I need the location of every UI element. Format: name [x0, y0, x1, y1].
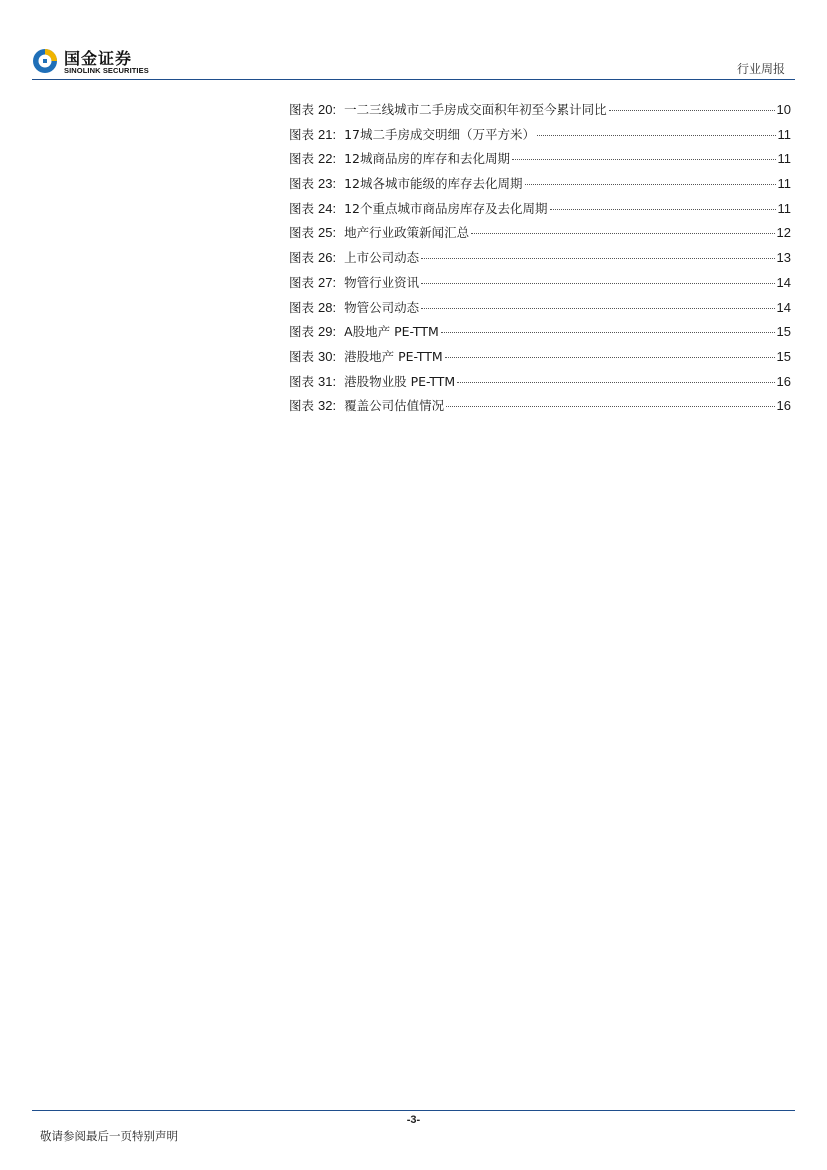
toc-entry-number: 25: — [318, 225, 337, 241]
toc-entry-label: 图表 — [289, 373, 315, 389]
toc-entry-number: 21: — [318, 126, 337, 142]
toc-entry-page: 11 — [777, 176, 791, 192]
toc-entry-label: 图表 — [289, 299, 315, 315]
toc-entry[interactable] — [289, 396, 791, 421]
header-rule — [32, 79, 795, 80]
toc-entry-number: 29: — [318, 324, 337, 340]
toc-leader-dots — [421, 308, 774, 309]
toc-leader-dots — [512, 159, 775, 160]
toc-entry-label: 图表 — [289, 176, 315, 192]
toc-leader-dots — [421, 258, 774, 259]
toc-entry[interactable] — [289, 347, 791, 372]
figure-list — [289, 100, 791, 421]
toc-entry-page: 10 — [776, 102, 791, 117]
toc-entry-number: 28: — [318, 299, 337, 315]
toc-leader-dots — [441, 332, 775, 333]
toc-entry[interactable] — [289, 125, 791, 150]
toc-leader-dots — [421, 283, 774, 284]
toc-entry-title: 17城二手房成交明细（万平方米） — [344, 126, 536, 142]
toc-entry-page: 13 — [776, 250, 791, 266]
toc-entry-title: 覆盖公司估值情况 — [344, 398, 445, 414]
toc-entry[interactable] — [289, 372, 791, 397]
toc-entry[interactable] — [289, 174, 791, 199]
toc-entry-number: 26: — [318, 250, 337, 266]
company-logo — [32, 46, 162, 78]
toc-entry-number: 20: — [318, 102, 337, 117]
logo-chinese-text: 国金证券 — [64, 49, 133, 68]
toc-entry-title: 12城商品房的库存和去化周期 — [344, 151, 511, 167]
toc-leader-dots — [550, 209, 776, 210]
toc-entry-title: A股地产 PE-TTM — [344, 324, 439, 340]
toc-entry-number: 32: — [318, 398, 337, 414]
toc-entry-page: 14 — [776, 299, 791, 315]
toc-entry-title: 物管行业资讯 — [344, 274, 420, 290]
toc-entry[interactable] — [289, 100, 791, 125]
toc-entry-title: 12个重点城市商品房库存及去化周期 — [344, 200, 548, 216]
toc-entry[interactable] — [289, 149, 791, 174]
toc-entry-page: 16 — [776, 398, 791, 414]
toc-entry[interactable] — [289, 199, 791, 224]
toc-entry-page: 12 — [776, 225, 791, 241]
toc-entry-title: 港股物业股 PE-TTM — [344, 373, 456, 389]
toc-entry-label: 图表 — [289, 225, 315, 241]
toc-entry-label: 图表 — [289, 102, 315, 117]
toc-entry-title: 地产行业政策新闻汇总 — [344, 225, 470, 241]
toc-entry[interactable] — [289, 223, 791, 248]
toc-leader-dots — [525, 184, 776, 185]
toc-entry-label: 图表 — [289, 274, 315, 290]
toc-entry-title: 一二三线城市二手房成交面积年初至今累计同比 — [344, 102, 607, 117]
toc-entry[interactable] — [289, 248, 791, 273]
toc-entry-title: 港股地产 PE-TTM — [344, 348, 443, 364]
toc-entry-page: 15 — [776, 324, 791, 340]
toc-leader-dots — [609, 110, 775, 111]
toc-entry[interactable] — [289, 298, 791, 323]
toc-entry-page: 11 — [777, 200, 791, 216]
toc-entry-number: 27: — [318, 274, 337, 290]
toc-entry[interactable] — [289, 322, 791, 347]
logo-english-text: SINOLINK SECURITIES — [64, 66, 149, 75]
toc-entry-title: 上市公司动态 — [344, 250, 420, 266]
toc-entry-label: 图表 — [289, 250, 315, 266]
logo-mark-icon — [32, 48, 58, 74]
toc-entry-page: 14 — [776, 274, 791, 290]
toc-entry-label: 图表 — [289, 348, 315, 364]
toc-entry-number: 31: — [318, 373, 337, 389]
toc-entry-label: 图表 — [289, 126, 315, 142]
toc-entry-number: 24: — [318, 200, 337, 216]
toc-entry-page: 16 — [776, 373, 791, 389]
toc-entry-title: 物管公司动态 — [344, 299, 420, 315]
footer-disclaimer: 敬请参阅最后一页特别声明 — [40, 1129, 178, 1143]
toc-entry-page: 11 — [777, 126, 791, 142]
report-type: 行业周报 — [736, 62, 785, 76]
toc-entry-label: 图表 — [289, 398, 315, 414]
footer-rule — [32, 1110, 795, 1111]
page-header — [0, 0, 827, 80]
toc-entry-label: 图表 — [289, 200, 315, 216]
toc-leader-dots — [471, 233, 774, 234]
toc-entry-title: 12城各城市能级的库存去化周期 — [344, 176, 523, 192]
toc-leader-dots — [537, 135, 775, 136]
toc-leader-dots — [445, 357, 775, 358]
toc-entry-number: 22: — [318, 151, 337, 167]
toc-entry-page: 11 — [777, 151, 791, 167]
toc-leader-dots — [446, 406, 774, 407]
toc-entry[interactable] — [289, 273, 791, 298]
toc-entry-label: 图表 — [289, 151, 315, 167]
page-number: -3- — [406, 1114, 421, 1126]
toc-entry-number: 30: — [318, 348, 337, 364]
toc-leader-dots — [457, 382, 774, 383]
toc-entry-page: 15 — [776, 348, 791, 364]
toc-entry-label: 图表 — [289, 324, 315, 340]
toc-entry-number: 23: — [318, 176, 337, 192]
